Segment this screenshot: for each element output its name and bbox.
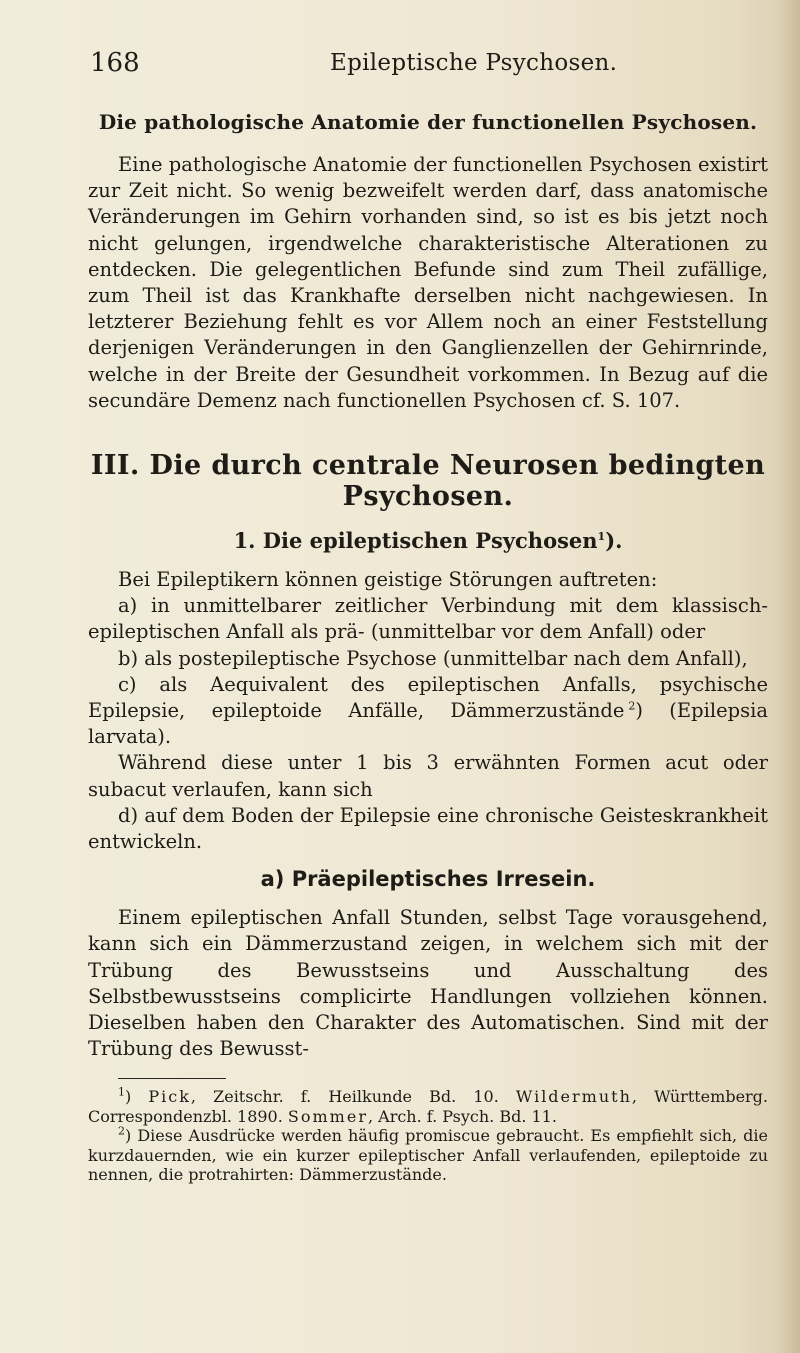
subsection-heading: a) Präepileptisches Irresein. (260, 867, 596, 892)
list-item-b: b) als postepileptische Psychose (unmittelbar nach dem Anfall), (118, 646, 748, 670)
footnote-1-author-1: Pick (148, 1087, 191, 1107)
list-item-c-text: c) als Aequivalent des epileptischen Anfalls, psychische Epilepsie, epileptoide Anfälle, Dämmerzustände (88, 672, 768, 723)
running-head: Epileptische Psychosen. (330, 50, 618, 76)
footnote-ref-2: 2 (628, 699, 636, 713)
footnote-1 (88, 1087, 768, 1126)
list-item-a: a) in unmittelbarer zeitlicher Verbindung mit dem klassisch-epileptischen Anfall als prä- (unmittelbar vor dem Anfall) oder (88, 594, 768, 644)
footnote-1-text-a: ) (125, 1087, 149, 1107)
chapter-heading (88, 528, 768, 553)
chapter-title: 1. Die epileptischen Psychosen (233, 528, 598, 554)
list-item-c (88, 672, 768, 751)
page-edge-shadow (778, 0, 800, 1353)
footnote-1-text-b: , Zeitschr. f. Heilkunde Bd. 10. (190, 1087, 516, 1107)
footnote-1-text-c: , Württemberg. Correspondenzbl. 1890. (88, 1087, 769, 1126)
page-header (90, 48, 730, 88)
footnote-2-mark: 2 (118, 1125, 125, 1139)
part-heading: III. Die durch centrale Neurosen bedingten Psychosen. (90, 450, 766, 513)
footnote-1-author-3: Sommer (287, 1106, 368, 1126)
footnote-ref-1: 1 (597, 530, 606, 544)
footnote-rule (118, 1078, 226, 1079)
footnote-1-text-d: , Arch. f. Psych. Bd. 11. (367, 1106, 557, 1126)
subsection-paragraph: Einem epileptischen Anfall Stunden, selbst Tage vorausgehend, kann sich ein Dämmerzustand zeigen, in welchem sich mit der Trübung des Bewusstseins und Ausschaltung des Selbstbewusstseins complicirte Handlungen vollziehen können. Dieselben haben den Charakter des Automatischen. Sind mit der Trübung des Bewusst- (88, 906, 768, 1061)
footnote-1-author-2: Wildermuth (515, 1087, 632, 1107)
section-paragraph: Eine pathologische Anatomie der functionellen Psychosen existirt zur Zeit nicht. So wenig bezweifelt werden darf, dass anatomische Veränderungen im Gehirn vorhanden sind, so ist es bis jetzt noch nicht gelungen, irgendwelche charakteristische Alterationen zu entdecken. Die gelegentlichen Befunde sind zum Theil zufällige, zum Theil ist das Krankhafte derselben nicht nachgewiesen. In letzterer Beziehung fehlt es vor Allem noch an einer Feststellung derjenigen Veränderungen in den Ganglienzellen der Gehirnrinde, welche in der Breite der Gesundheit vorkommen. In Bezug auf die secundäre Demenz nach functionellen Psychosen cf. S. 107. (88, 153, 768, 412)
footnote-2-text: ) Diese Ausdrücke werden häufig promiscue gebraucht. Es empfiehlt sich, die kurzdauernden, wie ein kurzer epileptischer Anfall verlaufenden, epileptoide zu nennen, die protrahirten: Dämmerzustände. (88, 1126, 768, 1185)
list-item-c-end: ) (Epilepsia larvata). (88, 699, 769, 749)
list-item-d: d) auf dem Boden der Epilepsie eine chronische Geisteskrankheit entwickeln. (88, 803, 768, 854)
chapter-intro: Bei Epileptikern können geistige Störungen auftreten: (118, 568, 658, 592)
footnote-1-mark: 1 (118, 1086, 125, 1100)
footnote-2 (88, 1126, 768, 1185)
page-body (88, 110, 768, 1185)
chapter-title-end: ). (605, 528, 623, 554)
chapter-paragraph: Während diese unter 1 bis 3 erwähnten Formen acut oder subacut verlaufen, kann sich (88, 751, 768, 801)
section-title: Die pathologische Anatomie der functionellen Psychosen. (98, 110, 758, 134)
page-number: 168 (90, 48, 140, 78)
